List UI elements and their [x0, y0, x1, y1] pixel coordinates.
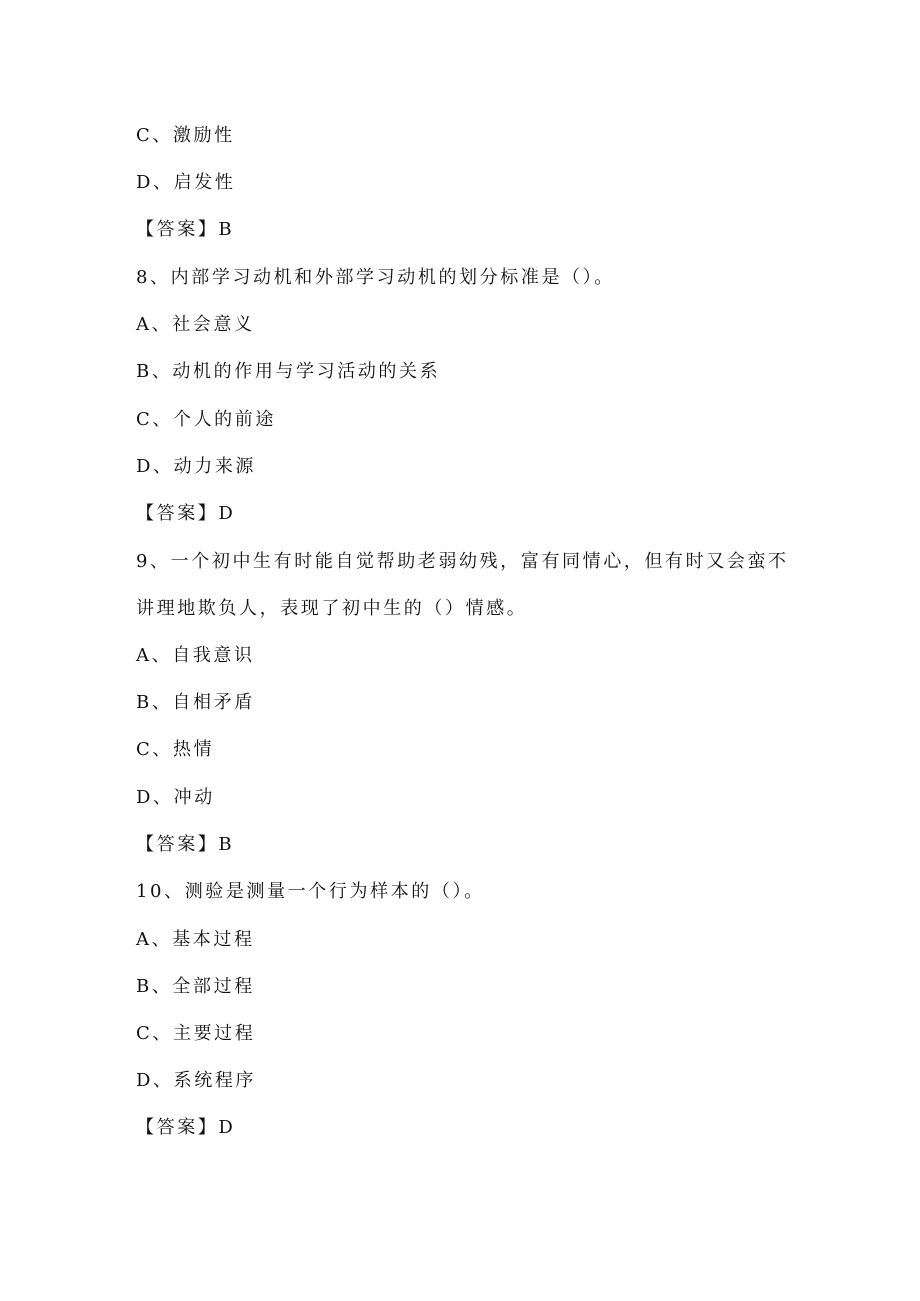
q10-option-a: A、基本过程 [136, 929, 255, 950]
q10-option-b: B、全部过程 [136, 976, 255, 997]
q10-question: 10、测验是测量一个行为样本的（）。 [136, 881, 485, 902]
q10-answer: 【答案】D [136, 1117, 236, 1138]
q8-question: 8、内部学习动机和外部学习动机的划分标准是（）。 [136, 267, 615, 288]
q9-question-line1: 9、一个初中生有时能自觉帮助老弱幼残，富有同情心，但有时又会蛮不 [136, 551, 789, 572]
q9-option-d: D、冲动 [136, 787, 215, 808]
q9-option-b: B、自相矛盾 [136, 692, 255, 713]
q9-question-line2: 讲理地欺负人，表现了初中生的（）情感。 [136, 598, 528, 619]
q8-option-c: C、个人的前途 [136, 409, 276, 430]
q10-option-d: D、系统程序 [136, 1070, 257, 1091]
q10-option-c: C、主要过程 [136, 1023, 256, 1044]
q9-answer: 【答案】B [136, 834, 235, 855]
q7-option-c: C、激励性 [136, 125, 235, 146]
q8-option-b: B、动机的作用与学习活动的关系 [136, 361, 441, 382]
q8-option-d: D、动力来源 [136, 456, 257, 477]
q8-option-a: A、社会意义 [136, 314, 255, 335]
q7-option-d: D、启发性 [136, 172, 236, 193]
q7-answer: 【答案】B [136, 219, 235, 240]
q8-answer: 【答案】D [136, 503, 236, 524]
q9-option-c: C、热情 [136, 739, 215, 760]
q9-option-a: A、自我意识 [136, 645, 255, 666]
